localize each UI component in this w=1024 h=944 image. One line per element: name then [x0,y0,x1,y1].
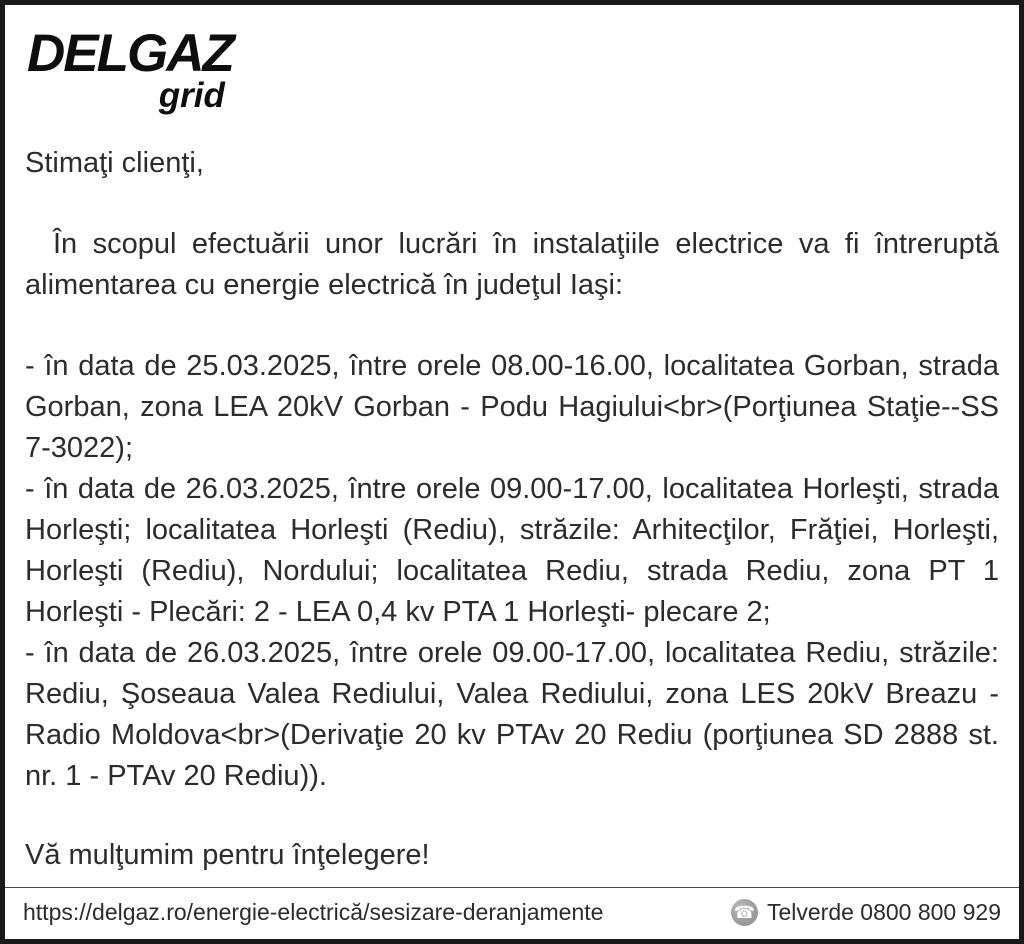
footer-bar [5,887,1019,939]
outage-item-horlesti: - în data de 26.03.2025, între orele 09.00-17.00, localitatea Horleşti, strada Horleşti; localitatea Horleşti (Rediu), străzile: Arhitecţilor, Frăţiei, Horleşti, Horleşti (Rediu), Nordului; localitatea Rediu, strada Rediu, zona PT 1 Horleşti - Plecări: 2 - LEA 0,4 kv PTA 1 Horleşti- plecare 2; [25,473,999,628]
telephone-icon: ☎ [731,899,758,926]
phone-number-text: Telverde 0800 800 929 [766,899,1001,925]
logo-brand-text: DELGAZ [27,24,233,83]
intro-paragraph: În scopul efectuării unor lucrări în instalaţiile electrice va fi întreruptă alimentarea cu energie electrică în judeţul Iaşi: [25,228,999,301]
header [25,25,999,113]
logo-sub-text: grid [158,76,225,115]
footer-url-link[interactable]: https://delgaz.ro/energie-electrică/sesizare-deranjamente [23,899,604,925]
greeting-text: Stimaţi clienţi, [25,147,204,179]
closing-text: Vă mulţumim pentru înţelegere! [25,839,430,871]
notice-body [25,143,999,876]
outage-list [25,346,999,797]
outage-item-rediu: - în data de 26.03.2025, între orele 09.00-17.00, localitatea Rediu, străzile: Rediu, Şoseaua Valea Rediului, Valea Rediului, zona LES 20kV Breazu - Radio Moldova<br>(Derivaţie 20 kv PTAv 20 Rediu (porţiunea SD 2888 st. nr. 1 - PTAv 20 Rediu)). [25,637,999,792]
footer-phone [731,899,1001,926]
delgaz-grid-logo [27,24,233,115]
outage-item-gorban: - în data de 25.03.2025, între orele 08.00-16.00, localitatea Gorban, strada Gorban, zona LEA 20kV Gorban - Podu Hagiului<br>(Porţiunea Staţie--SS 7-3022); [25,350,999,464]
